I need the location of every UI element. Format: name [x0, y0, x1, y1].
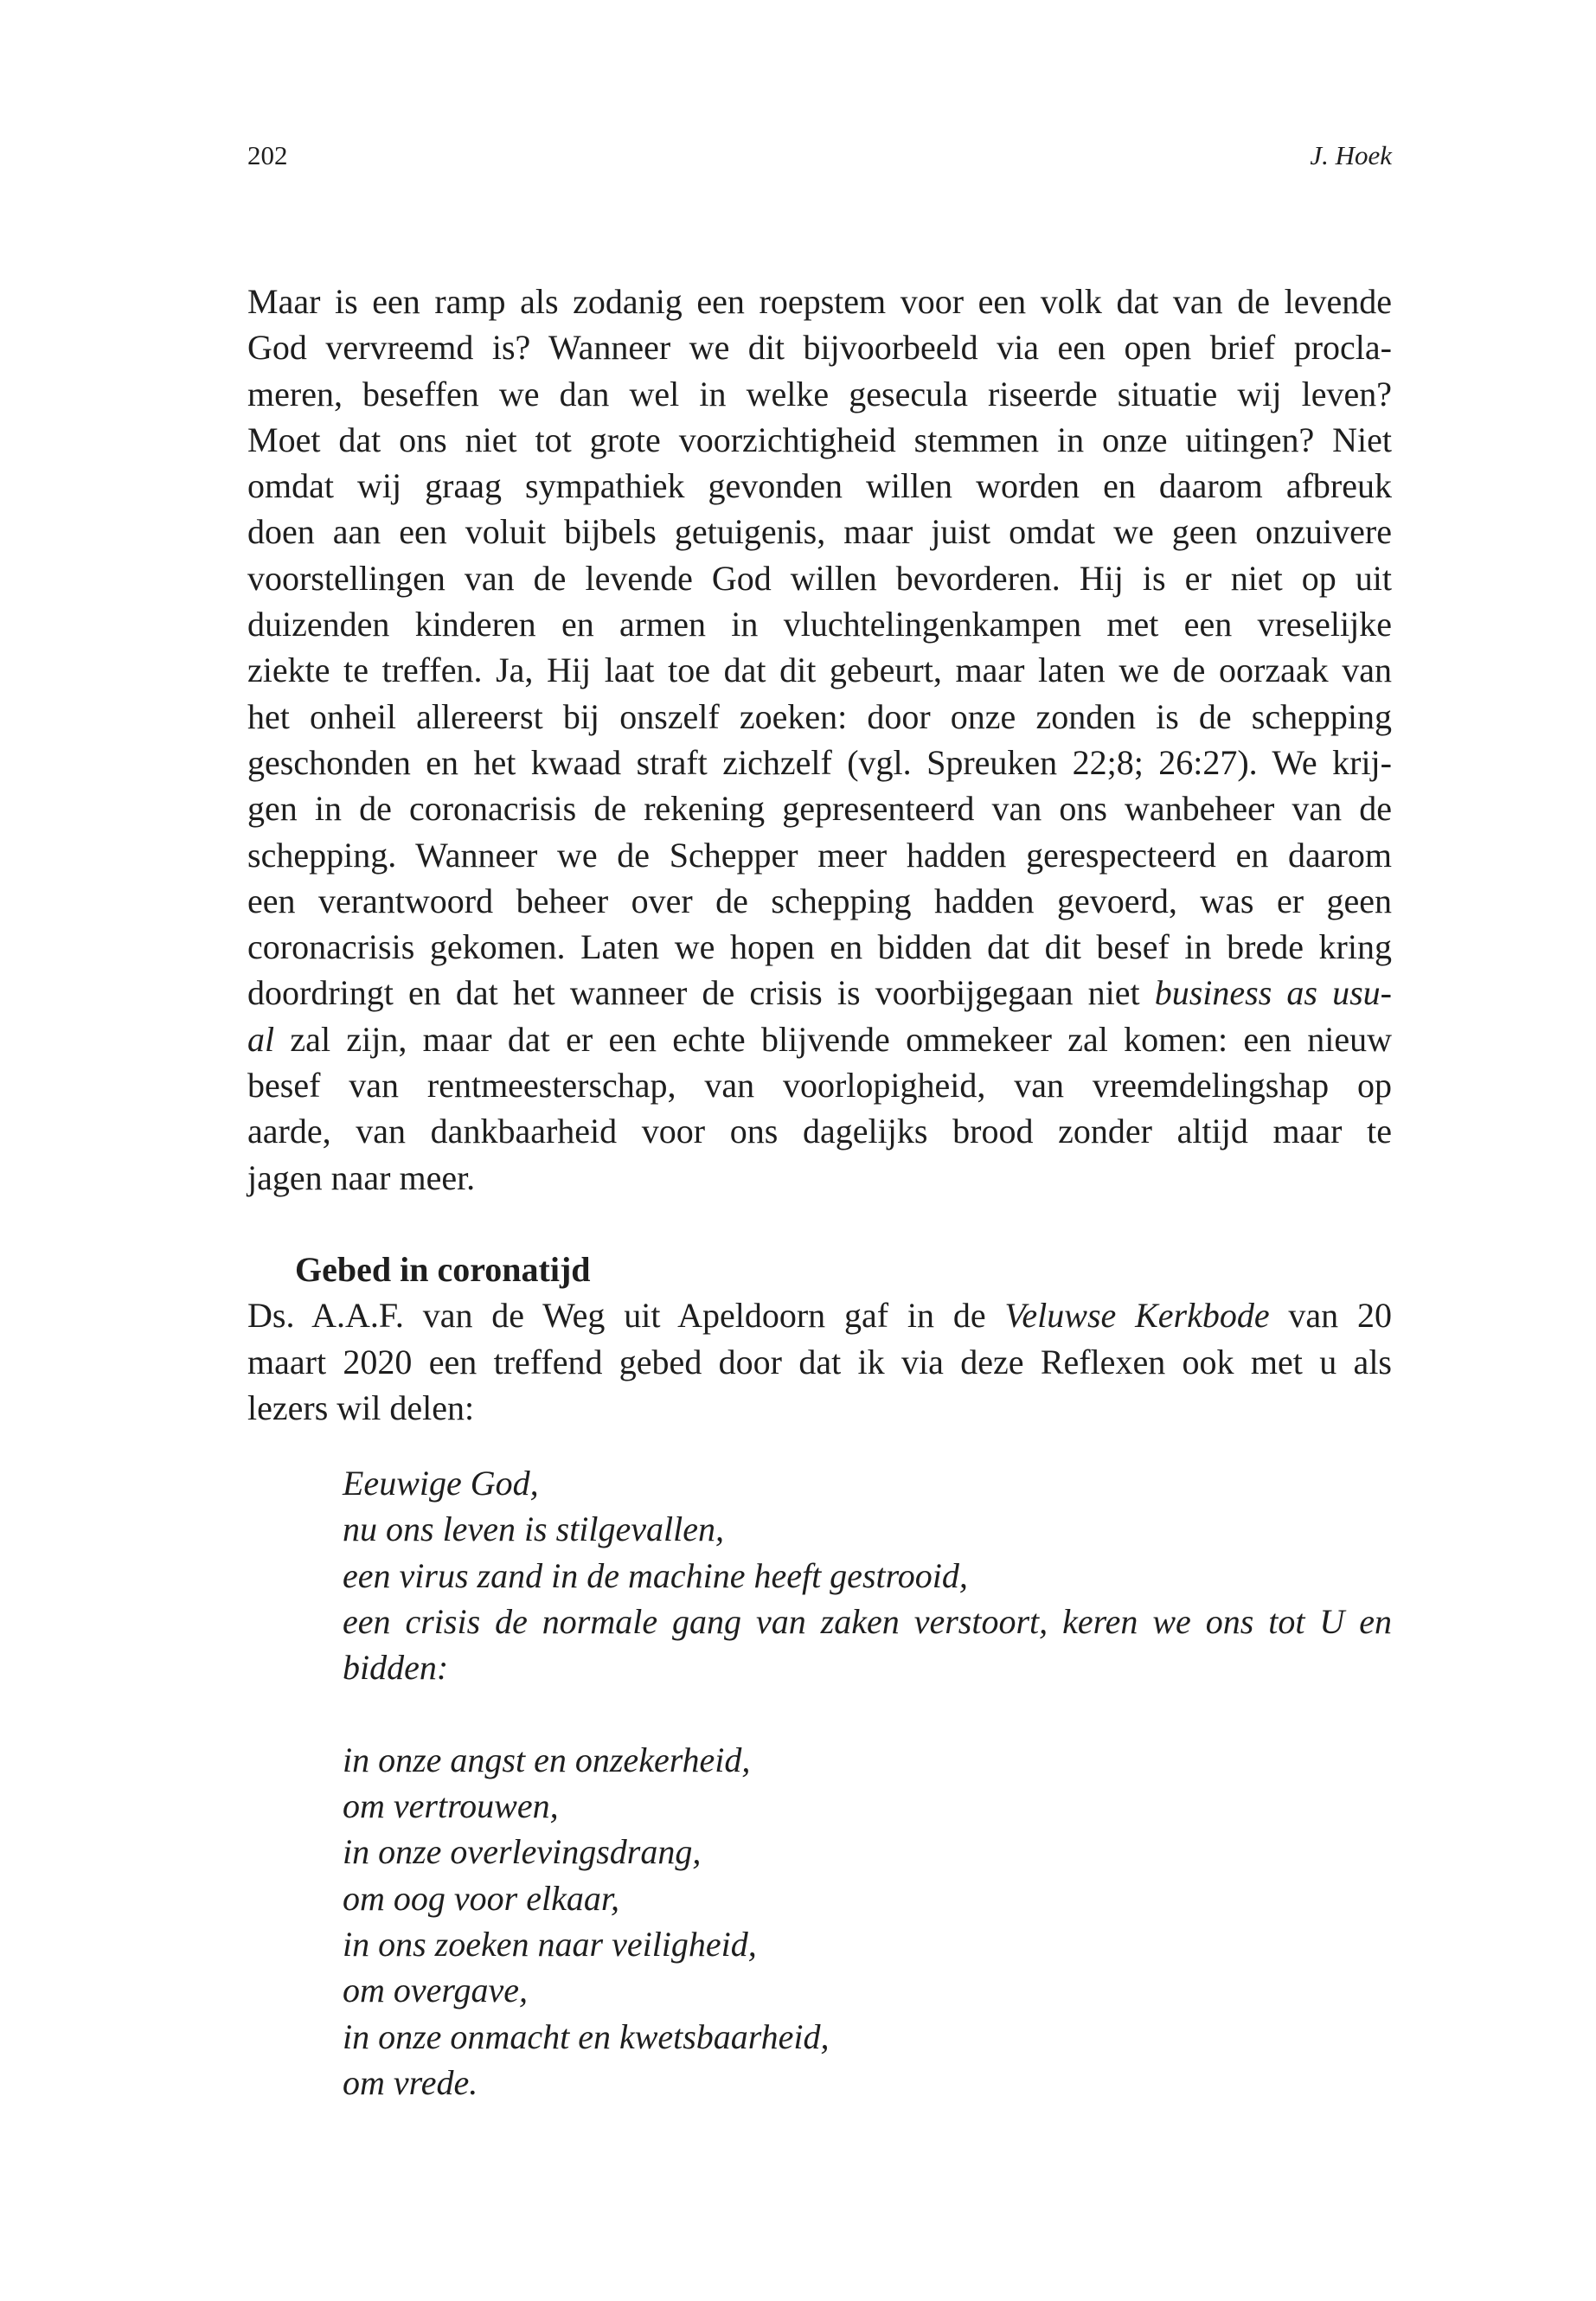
italic-term: al [247, 1019, 275, 1059]
text-run: Ds. A.A.F. van de Weg uit Apeldoorn gaf in de [247, 1296, 1005, 1336]
text-line [247, 1292, 1392, 1338]
stanza-gap [343, 1690, 1392, 1736]
poem-line: in onze onmacht en kwetsbaarheid, [343, 2016, 830, 2056]
text-run: zal zijn, maar dat er een echte blijvende ommekeer zal komen: een nieuw [274, 1019, 1392, 1059]
italic-title: Veluwse Kerkbode [1004, 1296, 1270, 1336]
text-line: God vervreemd is? Wanneer we dit bijvoorbeeld via een open brief procla- [247, 328, 1392, 368]
text-line: jagen naar meer. [247, 1157, 476, 1197]
poem-line: bidden: [343, 1648, 449, 1688]
paragraph [247, 279, 1392, 1201]
stanza [343, 1737, 1392, 2106]
text-line: Maar is een ramp als zodanig een roepstem voor een volk dat van de levende [247, 282, 1392, 321]
poem-line: in ons zoeken naar veiligheid, [343, 1924, 757, 1964]
text-line: meren, beseffen we dan wel in welke gesecula riseerde situatie wij leven? [247, 374, 1392, 413]
text-line: geschonden en het kwaad straft zichzelf (vgl. Spreuken 22;8; 26:27). We krij- [247, 742, 1392, 782]
text-line: maart 2020 een treffend gebed door dat ik via deze Reflexen ook met u als [247, 1342, 1392, 1381]
paragraph [247, 1292, 1392, 1431]
text-line [247, 970, 1392, 1016]
text-line: een verantwoord beheer over de schepping hadden gevoerd, was er geen [247, 881, 1392, 920]
prayer-quote [343, 1460, 1392, 2106]
italic-term: business as usu- [1154, 973, 1392, 1013]
text-line: duizenden kinderen en armen in vluchtelingenkampen met een vreselijke [247, 605, 1392, 644]
text-line: omdat wij graag sympathiek gevonden willen worden en daarom afbreuk [247, 466, 1392, 506]
poem-line: een virus zand in de machine heeft gestrooid, [343, 1555, 968, 1595]
poem-line: om vrede. [343, 2062, 478, 2102]
poem-line: een crisis de normale gang van zaken verstoort, keren we ons tot U en [343, 1601, 1392, 1641]
poem-line: nu ons leven is stilgevallen, [343, 1509, 725, 1549]
running-header-author: J. Hoek [1310, 140, 1392, 170]
text-line: het onheil allereerst bij onszelf zoeken: door onze zonden is de schepping [247, 696, 1392, 736]
text-line: besef van rentmeesterschap, van voorlopigheid, van vreemdelingshap op [247, 1066, 1392, 1106]
poem-line: in onze angst en onzekerheid, [343, 1740, 751, 1779]
poem-line: in onze overlevingsdrang, [343, 1832, 702, 1872]
section-heading: Gebed in coronatijd [295, 1249, 591, 1289]
text-line: coronacrisis gekomen. Laten we hopen en bidden dat dit besef in brede kring [247, 927, 1392, 967]
poem-line: om oog voor elkaar, [343, 1878, 619, 1918]
text-line: lezers wil delen: [247, 1388, 475, 1427]
text-line: Moet dat ons niet tot grote voorzichtigheid stemmen in onze uitingen? Niet [247, 420, 1392, 459]
poem-line: Eeuwige God, [343, 1464, 539, 1503]
text-line: doen aan een voluit bijbels getuigenis, maar juist omdat we geen onzuivere [247, 512, 1392, 552]
poem-line: om overgave, [343, 1971, 528, 2010]
text-line: voorstellingen van de levende God willen bevorderen. Hij is er niet op uit [247, 558, 1392, 598]
poem-line: om vertrouwen, [343, 1786, 559, 1826]
text-line [247, 1016, 1392, 1062]
text-run: van 20 [1269, 1296, 1393, 1336]
text-run: doordringt en dat het wanneer de crisis is voorbijgegaan niet [247, 973, 1155, 1013]
text-line: gen in de coronacrisis de rekening gepresenteerd van ons wanbeheer van de [247, 789, 1392, 829]
stanza [343, 1460, 1392, 1690]
text-line: ziekte te treffen. Ja, Hij laat toe dat dit gebeurt, maar laten we de oorzaak van [247, 651, 1392, 690]
body-text [247, 279, 1392, 1431]
text-line: aarde, van dankbaarheid voor ons dagelijks brood zonder altijd maar te [247, 1112, 1392, 1151]
text-line: schepping. Wanneer we de Schepper meer hadden gerespecteerd en daarom [247, 835, 1392, 875]
page-number: 202 [247, 140, 288, 170]
